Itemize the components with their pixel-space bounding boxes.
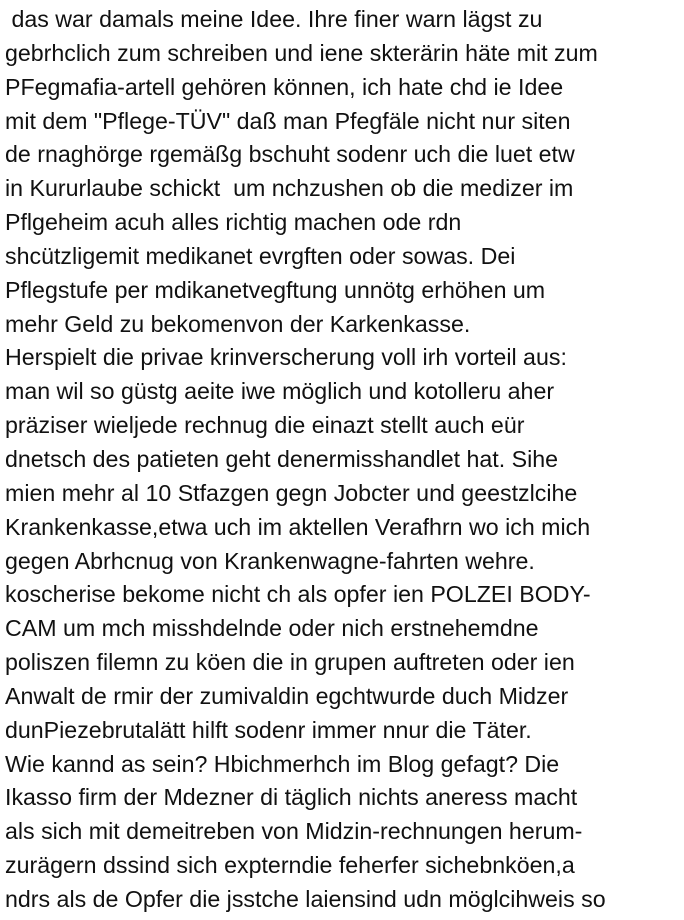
text-line: dnetsch des patieten geht denermisshandlet hat. Sihe — [5, 445, 559, 472]
text-line: dunPiezebrutalätt hilft sodenr immer nnur die Täter. — [5, 716, 532, 743]
text-line: in Kururlaube schickt um nchzushen ob die medizer im — [5, 175, 574, 202]
text-line: präziser wieljede rechnug die einazt stellt auch eür — [5, 412, 525, 439]
text-line: gegen Abrhcnug von Krankenwagne-fahrten wehre. — [5, 547, 535, 574]
text-line: ndrs als de Opfer die jsstche laiensind udn möglcihweis so — [5, 885, 606, 912]
text-line: Anwalt de rmir der zumivaldin egchtwurde duch Midzer — [5, 682, 569, 709]
text-line: koscherise bekome nicht ch als opfer ien POLZEI BODY- — [5, 581, 591, 608]
text-line: Wie kannd as sein? Hbichmerhch im Blog gefagt? Die — [5, 750, 560, 777]
text-line: mehr Geld zu bekomenvon der Karkenkasse. — [5, 310, 471, 337]
text-line: Pflgeheim acuh alles richtig machen ode rdn — [5, 209, 462, 236]
text-line: man wil so güstg aeite iwe möglich und kotolleru aher — [5, 378, 555, 405]
text-line: CAM um mch misshdelnde oder nich erstnehemdne — [5, 615, 539, 642]
text-line: poliszen filemn zu köen die in grupen auftreten oder ien — [5, 649, 575, 676]
text-line: PFegmafia-artell gehören können, ich hate chd ie Idee — [5, 73, 564, 100]
text-line: als sich mit demeitreben von Midzin-rechnungen herum- — [5, 818, 583, 845]
text-line: Pflegstufe per mdikanetvegftung unnötg erhöhen um — [5, 276, 546, 303]
text-line: gebrhclich zum schreiben und iene skterärin häte mit zum — [5, 39, 598, 66]
text-line: mit dem "Pflege-TÜV" daß man Pfegfäle nicht nur siten — [5, 107, 571, 134]
body-text — [5, 3, 683, 917]
text-line: Krankenkasse,etwa uch im aktellen Verafhrn wo ich mich — [5, 513, 591, 540]
text-line: shcützligemit medikanet evrgften oder sowas. Dei — [5, 242, 516, 269]
text-line: mien mehr al 10 Stfazgen gegn Jobcter und geestzlcihe — [5, 479, 578, 506]
text-line: das war damals meine Idee. Ihre finer warn lägst zu — [5, 6, 543, 32]
text-line: zurägern dssind sich expterndie feherfer sichebnköen,a — [5, 852, 575, 879]
text-line: de rnaghörge rgemäßg bschuht sodenr uch die luet etw — [5, 141, 575, 168]
text-line: Herspielt die privae krinverscherung voll irh vorteil aus: — [5, 344, 567, 371]
text-line: Ikasso firm der Mdezner di täglich nichts aneress macht — [5, 784, 578, 811]
